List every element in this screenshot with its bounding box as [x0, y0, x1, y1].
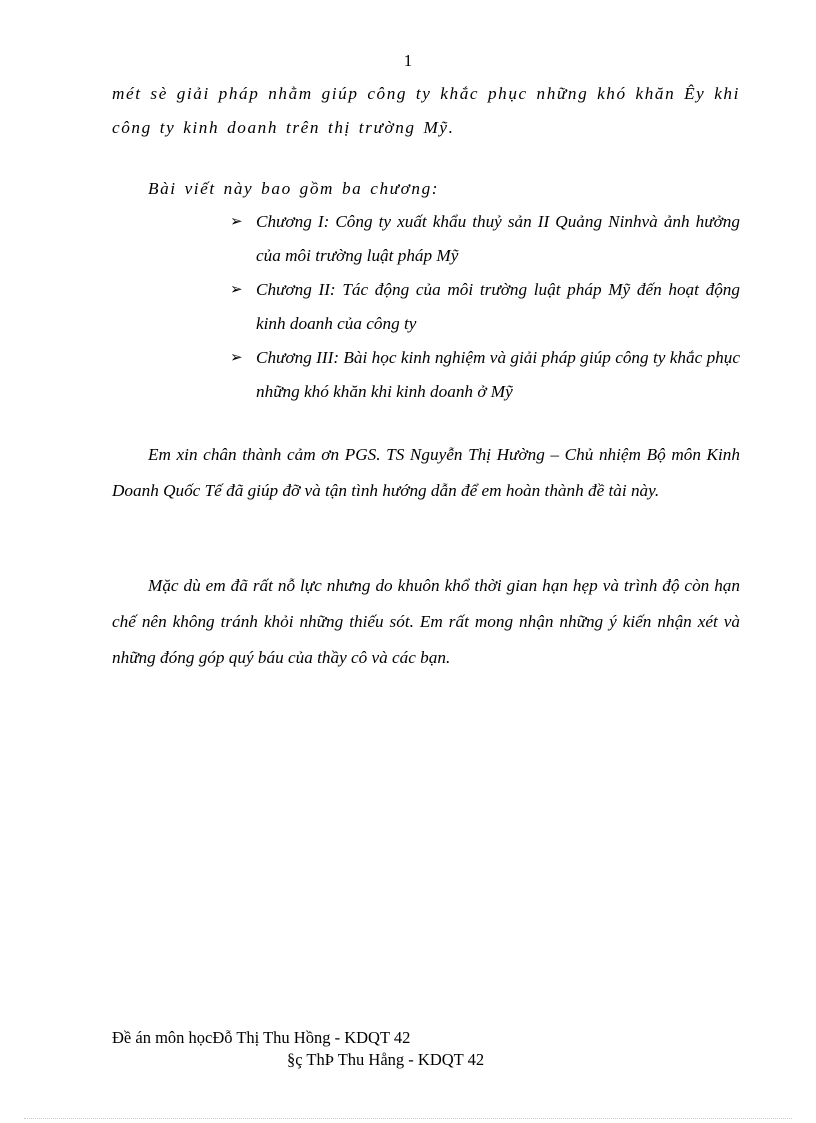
footer-line: Đề án môn họcĐỗ Thị Thu Hồng - KDQT 42 — [112, 1028, 411, 1047]
intro-paragraph — [112, 77, 740, 145]
chapter-text: Chương II: Tác động của môi trường luật pháp Mỹ đến hoạt động kinh doanh của công ty — [256, 280, 740, 333]
footer-line: §ç ThÞ Thu Hång - KDQT 42 — [287, 1050, 485, 1069]
thanks-paragraph: Em xin chân thành cảm ơn PGS. TS Nguyễn Thị Hường – Chủ nhiệm Bộ môn Kinh Doanh Quốc Tế đã giúp đỡ và tận tình hướng dẫn để em hoàn thành đề tài này. — [112, 445, 740, 500]
chapter-text: Chương I: Công ty xuất khẩu thuỷ sản II Quảng Ninhvà ảnh hưởng của môi trường luật pháp Mỹ — [256, 212, 740, 265]
arrow-bullet-icon: ➢ — [230, 214, 243, 230]
intro-line: mét sè giải pháp nhằm giúp công ty khắc phục những khó khăn Êy khi — [112, 84, 740, 103]
intro-line: công ty kinh doanh trên thị trường Mỹ. — [112, 118, 455, 137]
chapter-item — [228, 273, 740, 341]
arrow-bullet-icon: ➢ — [230, 350, 243, 366]
page-number: 1 — [403, 51, 413, 70]
arrow-bullet-icon: ➢ — [230, 282, 243, 298]
page-bottom-divider — [24, 1118, 792, 1119]
chapter-item — [228, 205, 740, 273]
chapter-item — [228, 341, 740, 409]
chapter-list — [228, 205, 740, 409]
chapter-text: Chương III: Bài học kinh nghiệm và giải pháp giúp công ty khắc phục những khó khăn khi kinh doanh ở Mỹ — [256, 348, 740, 401]
closing-paragraph: Mặc dù em đã rất nỗ lực nhưng do khuôn khổ thời gian hạn hẹp và trình độ còn hạn chế nên không tránh khỏi những thiếu sót. Em rất mong nhận những ý kiến nhận xét và những đóng góp quý báu của thầy cô và các bạn. — [112, 576, 740, 667]
chapters-intro: Bài viết này bao gồm ba chương: — [148, 179, 440, 198]
